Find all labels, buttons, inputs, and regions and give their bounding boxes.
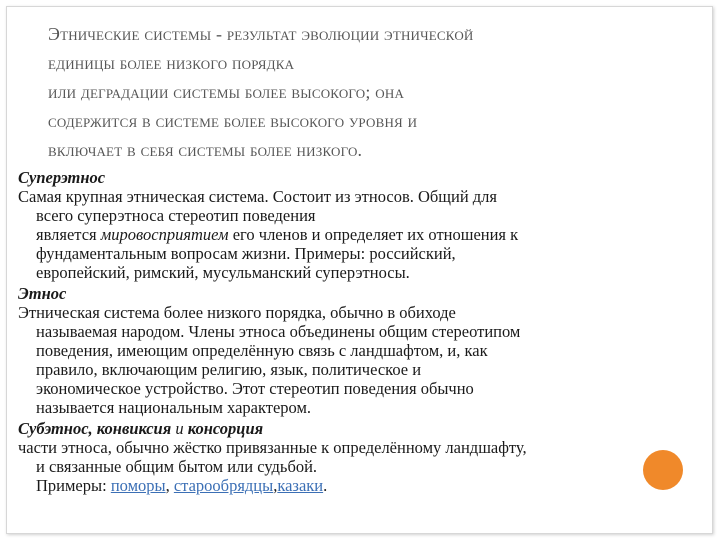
title-line: включает в себя системы более низкого. [48,140,363,160]
separator: . [323,476,328,495]
text-fragment: является [36,225,101,244]
title-line: содержится в системе более высокого уровня и [48,111,418,131]
text-line: называется национальным характером. [36,398,312,417]
text-line: фундаментальным вопросам жизни. Примеры: российский, [36,244,456,263]
text-line: Этническая система более низкого порядка, обычно в обиходе [18,303,456,322]
link-staroobryadtsy[interactable]: старообрядцы [173,476,274,495]
section-heading-ethnos: Этнос [18,284,67,303]
italic-term: мировосприятием [100,225,229,244]
section-text-superethnos [18,187,693,282]
text-line: правило, включающим религию, язык, политическое и [36,360,422,379]
text-line: и связанные общим бытом или судьбой. [36,457,318,476]
text-line [18,476,693,495]
section-text-subethnos [18,438,693,495]
separator: , [273,476,278,495]
section-heading-superethnos: Суперэтнос [18,168,106,187]
heading-part: , [88,419,97,438]
heading-part: и [171,419,188,438]
text-line [18,225,693,244]
title-line: или деградации системы более высокого; она [48,82,405,102]
slide-title [48,20,678,165]
slide-body [18,168,693,495]
link-pomory[interactable]: поморы [110,476,166,495]
text-fragment: Примеры: [36,476,111,495]
text-line: всего суперэтноса стереотип поведения [36,206,316,225]
link-kazaki[interactable]: казаки [277,476,324,495]
text-fragment: его членов и определяет их отношения к [228,225,519,244]
text-line: Самая крупная этническая система. Состоит из этносов. Общий для [18,187,498,206]
text-line: экономическое устройство. Этот стереотип поведения обычно [36,379,474,398]
text-line: европейский, римский, мусульманский суперэтносы. [36,263,410,282]
title-line: единицы более низкого порядка [48,53,295,73]
title-line: Этнические системы - результат эволюции этнической [48,24,474,44]
section-heading-subethnos [18,419,693,438]
heading-part: консорция [187,419,264,438]
separator: , [165,476,174,495]
heading-part: Субэтнос [18,419,89,438]
section-text-ethnos [18,303,693,417]
text-line: называемая народом. Члены этноса объединены общим стереотипом [36,322,521,341]
text-line: части этноса, обычно жёстко привязанные к определённому ландшафту, [18,438,527,457]
heading-part: конвиксия [96,419,172,438]
text-line: поведения, имеющим определённую связь с ландшафтом, и, как [36,341,488,360]
